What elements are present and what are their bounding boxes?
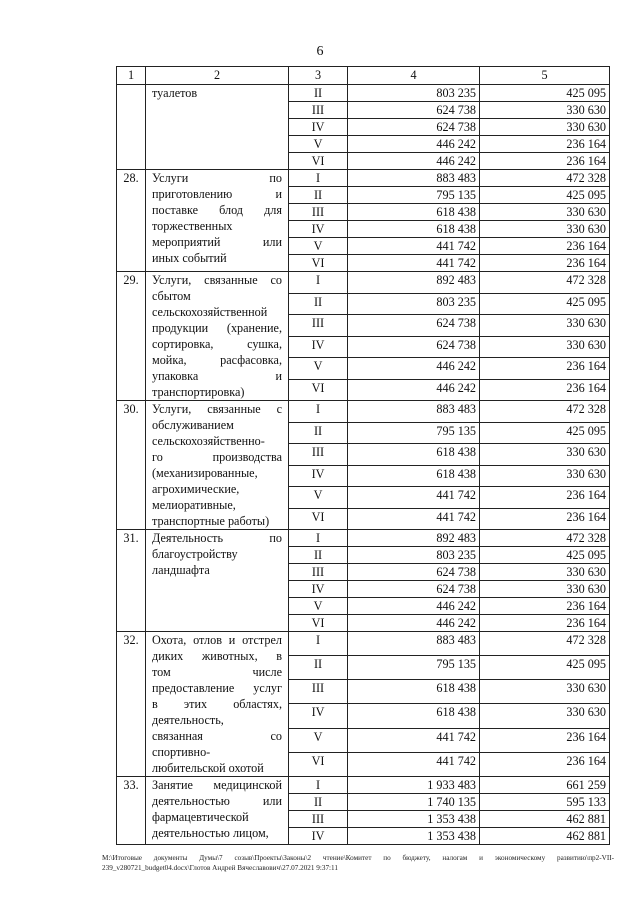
amount-col-4: 624 738 xyxy=(348,102,480,119)
description-line: иных событий xyxy=(152,251,227,265)
zone-roman: III xyxy=(289,680,348,704)
zone-roman: IV xyxy=(289,119,348,136)
description-line: го производства xyxy=(152,450,282,464)
amount-col-5: 236 164 xyxy=(480,728,610,752)
description-line: ландшафта xyxy=(152,563,210,577)
amount-col-5: 595 133 xyxy=(480,794,610,811)
zone-roman: IV xyxy=(289,828,348,845)
amount-col-4: 446 242 xyxy=(348,598,480,615)
zone-roman: IV xyxy=(289,581,348,598)
amount-col-4: 618 438 xyxy=(348,704,480,728)
amount-col-4: 446 242 xyxy=(348,136,480,153)
amount-col-5: 236 164 xyxy=(480,379,610,401)
description-line: продукции (хранение, xyxy=(152,321,282,335)
amount-col-4: 618 438 xyxy=(348,444,480,466)
amount-col-5: 330 630 xyxy=(480,704,610,728)
table-row xyxy=(117,272,610,294)
description-line: том числе xyxy=(152,665,282,679)
zone-roman: VI xyxy=(289,508,348,530)
amount-col-4: 446 242 xyxy=(348,615,480,632)
description-line: сортировка, сушка, xyxy=(152,337,282,351)
item-number: 28. xyxy=(117,170,146,272)
description-line: предоставление услуг xyxy=(152,681,282,695)
amount-col-4: 446 242 xyxy=(348,379,480,401)
page-number: 6 xyxy=(316,44,324,59)
zone-roman: I xyxy=(289,401,348,423)
description-line: Услуги по xyxy=(152,171,282,185)
zone-roman: V xyxy=(289,487,348,509)
zone-roman: IV xyxy=(289,465,348,487)
amount-col-5: 425 095 xyxy=(480,547,610,564)
amount-col-5: 425 095 xyxy=(480,187,610,204)
amount-col-4: 441 742 xyxy=(348,255,480,272)
zone-roman: II xyxy=(289,656,348,680)
description-line: обслуживанием xyxy=(152,418,234,432)
item-number: 29. xyxy=(117,272,146,401)
zone-roman: IV xyxy=(289,221,348,238)
item-description xyxy=(146,632,289,777)
description-line: деятельностью лицом, xyxy=(152,826,269,840)
amount-col-5: 236 164 xyxy=(480,255,610,272)
amount-col-4: 446 242 xyxy=(348,358,480,380)
zone-roman: I xyxy=(289,272,348,294)
amount-col-5: 236 164 xyxy=(480,508,610,530)
description-line: мелиоративные, xyxy=(152,498,236,512)
item-number: 31. xyxy=(117,530,146,632)
zone-roman: V xyxy=(289,358,348,380)
item-description xyxy=(146,401,289,530)
amount-col-5: 330 630 xyxy=(480,444,610,466)
zone-roman: I xyxy=(289,530,348,547)
amount-col-5: 462 881 xyxy=(480,811,610,828)
amount-col-5: 425 095 xyxy=(480,293,610,315)
amount-col-5: 330 630 xyxy=(480,102,610,119)
description-line: Занятие медицинской xyxy=(152,778,282,792)
amount-col-4: 441 742 xyxy=(348,728,480,752)
amount-col-5: 236 164 xyxy=(480,598,610,615)
zone-roman: III xyxy=(289,444,348,466)
amount-col-4: 795 135 xyxy=(348,187,480,204)
item-description xyxy=(146,85,289,170)
amount-col-5: 425 095 xyxy=(480,422,610,444)
amount-col-5: 236 164 xyxy=(480,238,610,255)
amount-col-4: 803 235 xyxy=(348,293,480,315)
header-col-3: 3 xyxy=(289,67,348,85)
zone-roman: II xyxy=(289,293,348,315)
amount-col-5: 236 164 xyxy=(480,615,610,632)
amount-col-4: 892 483 xyxy=(348,530,480,547)
amount-col-5: 472 328 xyxy=(480,401,610,423)
description-line: мойка, расфасовка, xyxy=(152,353,282,367)
footer-line-1: М:\Итоговые документы Думы\7 созыв\Проекты\Законы\2 чтение\Комитет по бюджету, налогам и экономическому развитию\пр2-VII- xyxy=(102,854,614,862)
amount-col-4: 1 353 438 xyxy=(348,828,480,845)
amount-col-4: 624 738 xyxy=(348,581,480,598)
amount-col-5: 425 095 xyxy=(480,85,610,102)
item-description xyxy=(146,272,289,401)
description-line: торжественных xyxy=(152,219,233,233)
amount-col-4: 883 483 xyxy=(348,632,480,656)
zone-roman: VI xyxy=(289,379,348,401)
item-number: 33. xyxy=(117,777,146,845)
table-row xyxy=(117,530,610,547)
table-row xyxy=(117,401,610,423)
amount-col-5: 661 259 xyxy=(480,777,610,794)
footer-line-2: 239_v280721_budget04.docx\Глотов Андрей Вячеславович\27.07.2021 9:37:11 xyxy=(102,864,338,872)
zone-roman: VI xyxy=(289,153,348,170)
item-number: 30. xyxy=(117,401,146,530)
amount-col-4: 446 242 xyxy=(348,153,480,170)
item-description xyxy=(146,777,289,845)
description-line: мероприятий или xyxy=(152,235,282,249)
amount-col-5: 472 328 xyxy=(480,632,610,656)
description-line: спортивно- xyxy=(152,745,211,759)
zone-roman: III xyxy=(289,102,348,119)
amount-col-4: 1 740 135 xyxy=(348,794,480,811)
amount-col-5: 330 630 xyxy=(480,336,610,358)
description-line: Охота, отлов и отстрел xyxy=(152,633,282,647)
amount-col-4: 618 438 xyxy=(348,221,480,238)
item-number: 32. xyxy=(117,632,146,777)
item-number xyxy=(117,85,146,170)
header-col-4: 4 xyxy=(348,67,480,85)
amount-col-4: 795 135 xyxy=(348,656,480,680)
description-line: деятельность, xyxy=(152,713,224,727)
table-row xyxy=(117,777,610,794)
header-col-2: 2 xyxy=(146,67,289,85)
description-line: сбытом xyxy=(152,289,191,303)
zone-roman: III xyxy=(289,811,348,828)
description-line: поставке блод для xyxy=(152,203,282,217)
table-header-row xyxy=(117,67,610,85)
amount-col-5: 472 328 xyxy=(480,530,610,547)
zone-roman: V xyxy=(289,598,348,615)
amount-col-4: 441 742 xyxy=(348,487,480,509)
amount-col-4: 1 933 483 xyxy=(348,777,480,794)
zone-roman: III xyxy=(289,315,348,337)
zone-roman: III xyxy=(289,564,348,581)
zone-roman: IV xyxy=(289,336,348,358)
description-line: в этих областях, xyxy=(152,697,282,711)
zone-roman: VI xyxy=(289,752,348,776)
amount-col-5: 462 881 xyxy=(480,828,610,845)
amount-col-4: 795 135 xyxy=(348,422,480,444)
description-line: упаковка и xyxy=(152,369,282,383)
amount-col-4: 618 438 xyxy=(348,465,480,487)
zone-roman: II xyxy=(289,85,348,102)
amount-col-5: 425 095 xyxy=(480,656,610,680)
amount-col-4: 618 438 xyxy=(348,680,480,704)
zone-roman: IV xyxy=(289,704,348,728)
amount-col-4: 1 353 438 xyxy=(348,811,480,828)
amount-col-5: 330 630 xyxy=(480,465,610,487)
description-line: приготовлению и xyxy=(152,187,282,201)
amount-col-5: 330 630 xyxy=(480,581,610,598)
amount-col-5: 330 630 xyxy=(480,564,610,581)
description-line: Услуги, связанные со xyxy=(152,273,282,287)
zone-roman: II xyxy=(289,794,348,811)
item-description xyxy=(146,530,289,632)
description-line: деятельностью или xyxy=(152,794,282,808)
amount-col-4: 803 235 xyxy=(348,85,480,102)
table-row xyxy=(117,632,610,656)
amount-col-5: 330 630 xyxy=(480,680,610,704)
zone-roman: VI xyxy=(289,615,348,632)
amount-col-4: 883 483 xyxy=(348,170,480,187)
description-line: Деятельность по xyxy=(152,531,282,545)
description-line: агрохимические, xyxy=(152,482,240,496)
amount-col-5: 330 630 xyxy=(480,221,610,238)
zone-roman: III xyxy=(289,204,348,221)
zone-roman: V xyxy=(289,238,348,255)
table-row xyxy=(117,85,610,102)
description-line: диких животных, в xyxy=(152,649,282,663)
zone-roman: I xyxy=(289,170,348,187)
amount-col-4: 441 742 xyxy=(348,238,480,255)
rates-table xyxy=(116,66,610,845)
zone-roman: II xyxy=(289,547,348,564)
amount-col-4: 624 738 xyxy=(348,336,480,358)
zone-roman: VI xyxy=(289,255,348,272)
description-line: сельскохозяйственно- xyxy=(152,434,265,448)
description-line: транспортные работы) xyxy=(152,514,270,528)
amount-col-5: 236 164 xyxy=(480,136,610,153)
amount-col-5: 330 630 xyxy=(480,315,610,337)
amount-col-4: 803 235 xyxy=(348,547,480,564)
description-line: связанная со xyxy=(152,729,282,743)
amount-col-5: 330 630 xyxy=(480,119,610,136)
amount-col-4: 892 483 xyxy=(348,272,480,294)
amount-col-5: 472 328 xyxy=(480,272,610,294)
zone-roman: V xyxy=(289,728,348,752)
description-line: сельскохозяйственной xyxy=(152,305,268,319)
document-path-footer xyxy=(102,853,614,873)
description-line: благоустройству xyxy=(152,547,238,561)
header-col-5: 5 xyxy=(480,67,610,85)
amount-col-5: 236 164 xyxy=(480,153,610,170)
description-line: фармацевтической xyxy=(152,810,249,824)
amount-col-5: 472 328 xyxy=(480,170,610,187)
header-col-1: 1 xyxy=(117,67,146,85)
description-line: Услуги, связанные с xyxy=(152,402,282,416)
amount-col-4: 441 742 xyxy=(348,752,480,776)
table-body xyxy=(117,85,610,845)
amount-col-5: 330 630 xyxy=(480,204,610,221)
zone-roman: I xyxy=(289,777,348,794)
amount-col-4: 441 742 xyxy=(348,508,480,530)
description-line: (механизированные, xyxy=(152,466,258,480)
amount-col-4: 624 738 xyxy=(348,119,480,136)
zone-roman: II xyxy=(289,187,348,204)
amount-col-4: 624 738 xyxy=(348,564,480,581)
description-line: туалетов xyxy=(152,86,198,100)
zone-roman: I xyxy=(289,632,348,656)
description-line: любительской охотой xyxy=(152,761,264,775)
amount-col-4: 624 738 xyxy=(348,315,480,337)
amount-col-4: 883 483 xyxy=(348,401,480,423)
item-description xyxy=(146,170,289,272)
table-row xyxy=(117,170,610,187)
zone-roman: II xyxy=(289,422,348,444)
zone-roman: V xyxy=(289,136,348,153)
amount-col-4: 618 438 xyxy=(348,204,480,221)
amount-col-5: 236 164 xyxy=(480,358,610,380)
description-line: транспортировка) xyxy=(152,385,245,399)
amount-col-5: 236 164 xyxy=(480,752,610,776)
amount-col-5: 236 164 xyxy=(480,487,610,509)
